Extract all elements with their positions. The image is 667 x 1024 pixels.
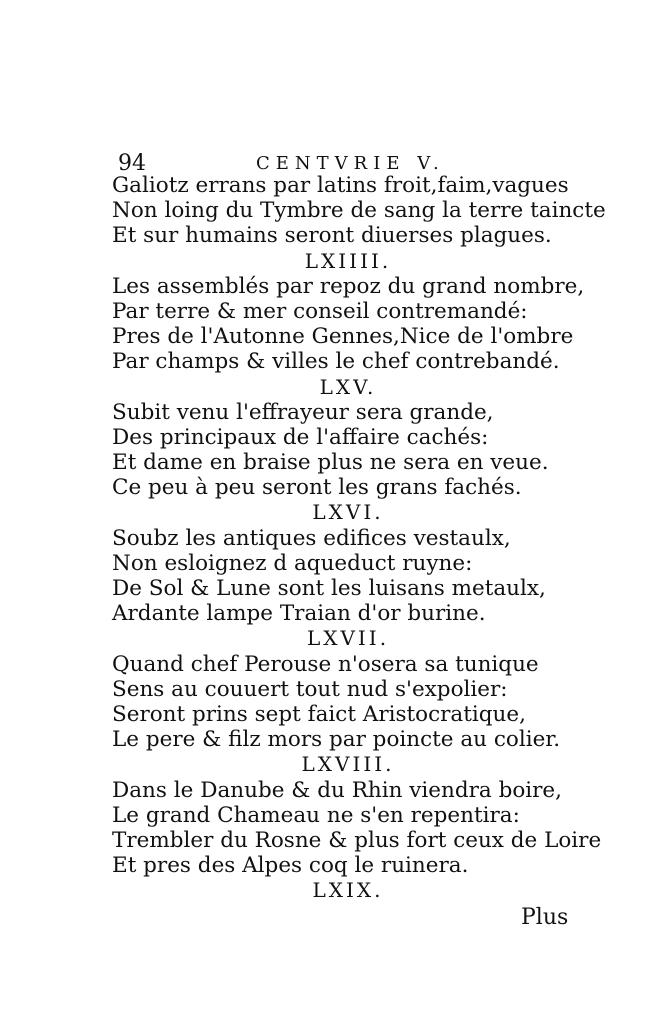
verse-line: Des principaux de l'affaire cachés:: [112, 424, 489, 450]
verse-line: Non loing du Tymbre de sang la terre taincte: [112, 198, 606, 224]
verse-line: Le pere & filz mors par poincte au colier.: [112, 727, 561, 753]
verse-line: Le grand Chameau ne s'en repentira:: [112, 802, 520, 828]
verse-line: Pres de l'Autonne Gennes,Nice de l'ombre: [112, 324, 574, 350]
quatrain-number: LXVIII.: [301, 752, 395, 777]
quatrain-number: LXV.: [319, 374, 377, 399]
quatrain-number: LXVI.: [312, 500, 384, 525]
quatrain-number: LXIIII.: [304, 248, 392, 273]
verse-line: Subit venu l'effrayeur sera grande,: [112, 399, 494, 425]
verse-line: Par terre & mer conseil contremandé:: [112, 298, 528, 324]
verse-line: De Sol & Lune sont les luisans metaulx,: [112, 576, 546, 601]
verse-line: Soubz les antiques edifices vestaulx,: [112, 525, 511, 551]
verse-line: Galiotz errans par latins froit,faim,vagues: [112, 173, 569, 198]
verse-line: Ardante lampe Traian d'or burine.: [112, 601, 486, 627]
verse-line: Trembler du Rosne & plus fort ceux de Loire: [112, 827, 602, 853]
verse-line: Quand chef Perouse n'osera sa tunique: [112, 651, 539, 677]
verse-line: Les assemblés par repoz du grand nombre,: [112, 273, 585, 299]
verse-line: Dans le Danube & du Rhin viendra boire,: [112, 777, 562, 803]
verse-line: Seront prins sept faict Aristocratique,: [112, 701, 526, 727]
verse-text-block: [112, 173, 606, 903]
quatrain-number: LXIX.: [312, 878, 384, 903]
section-title: CENTVRIE V.: [256, 153, 445, 174]
catchword: Plus: [521, 905, 569, 930]
quatrain-number: LXVII.: [306, 626, 390, 651]
verse-line: Par champs & villes le chef contrebandé.: [112, 349, 560, 375]
verse-line: Et pres des Alpes coq le ruinera.: [112, 853, 469, 879]
verse-line: Non esloignez d aqueduct ruyne:: [112, 550, 473, 576]
verse-line: Sens au couuert tout nud s'expolier:: [112, 676, 508, 702]
verse-line: Ce peu à peu seront les grans fachés.: [112, 475, 522, 501]
verse-line: Et sur humains seront diuerses plagues.: [112, 223, 552, 249]
verse-line: Et dame en braise plus ne sera en veue.: [112, 450, 549, 476]
page-number: 94: [118, 151, 146, 176]
